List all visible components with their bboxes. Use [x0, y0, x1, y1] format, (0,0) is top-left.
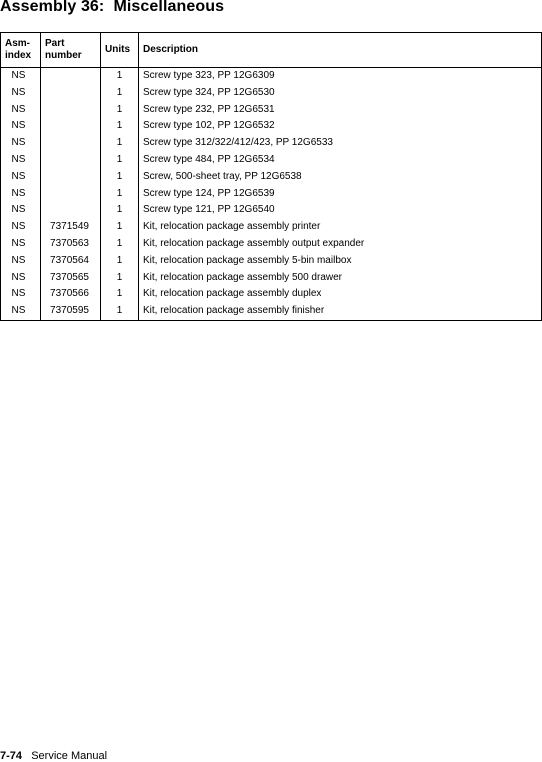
- cell-units: 1: [101, 68, 139, 85]
- cell-units: 1: [101, 118, 139, 135]
- table-row: [1, 286, 542, 303]
- cell-description: Screw type 232, PP 12G6531: [139, 102, 542, 119]
- cell-description: Screw type 323, PP 12G6309: [139, 68, 542, 85]
- cell-asm-index: NS: [1, 102, 41, 119]
- cell-units: 1: [101, 303, 139, 320]
- cell-asm-index: NS: [1, 286, 41, 303]
- cell-units: 1: [101, 186, 139, 203]
- cell-units: 1: [101, 85, 139, 102]
- cell-description: Kit, relocation package assembly output expander: [139, 236, 542, 253]
- cell-description: Screw type 484, PP 12G6534: [139, 152, 542, 169]
- table-row: [1, 152, 542, 169]
- table-row: [1, 85, 542, 102]
- header-part-number-label: Part number: [45, 38, 82, 61]
- cell-part-number: [41, 118, 101, 135]
- cell-units: 1: [101, 135, 139, 152]
- table-row: [1, 253, 542, 270]
- header-units-label: Units: [105, 44, 130, 55]
- page-title: Assembly 36: Miscellaneous: [0, 0, 225, 15]
- cell-description: Kit, relocation package assembly duplex: [139, 286, 542, 303]
- cell-units: 1: [101, 102, 139, 119]
- table-row: [1, 68, 542, 85]
- cell-asm-index: NS: [1, 253, 41, 270]
- table-row: [1, 135, 542, 152]
- cell-asm-index: NS: [1, 219, 41, 236]
- parts-table: [0, 32, 542, 321]
- cell-units: 1: [101, 286, 139, 303]
- cell-description: Kit, relocation package assembly printer: [139, 219, 542, 236]
- table-row: [1, 202, 542, 219]
- cell-part-number: 7370563: [41, 236, 101, 253]
- cell-part-number: [41, 152, 101, 169]
- header-asm-index-label: Asm- index: [5, 38, 32, 61]
- table-row: [1, 169, 542, 186]
- cell-asm-index: NS: [1, 202, 41, 219]
- cell-units: 1: [101, 253, 139, 270]
- cell-description: Screw type 312/322/412/423, PP 12G6533: [139, 135, 542, 152]
- cell-part-number: [41, 68, 101, 85]
- cell-part-number: [41, 202, 101, 219]
- cell-asm-index: NS: [1, 118, 41, 135]
- table-row: [1, 186, 542, 203]
- cell-part-number: 7371549: [41, 219, 101, 236]
- table-header-row: [1, 33, 542, 68]
- header-asm-index: [1, 33, 41, 68]
- cell-asm-index: NS: [1, 186, 41, 203]
- cell-part-number: 7370564: [41, 253, 101, 270]
- cell-description: Screw, 500-sheet tray, PP 12G6538: [139, 169, 542, 186]
- parts-table-body: [1, 68, 542, 321]
- cell-description: Kit, relocation package assembly 5-bin mailbox: [139, 253, 542, 270]
- cell-units: 1: [101, 202, 139, 219]
- cell-part-number: [41, 85, 101, 102]
- cell-units: 1: [101, 169, 139, 186]
- cell-part-number: 7370595: [41, 303, 101, 320]
- cell-asm-index: NS: [1, 85, 41, 102]
- header-description: [139, 33, 542, 68]
- cell-units: 1: [101, 236, 139, 253]
- cell-part-number: [41, 102, 101, 119]
- cell-part-number: 7370566: [41, 286, 101, 303]
- cell-asm-index: NS: [1, 236, 41, 253]
- cell-asm-index: NS: [1, 152, 41, 169]
- cell-description: Screw type 121, PP 12G6540: [139, 202, 542, 219]
- table-row: [1, 102, 542, 119]
- cell-part-number: [41, 135, 101, 152]
- cell-description: Screw type 324, PP 12G6530: [139, 85, 542, 102]
- table-row: [1, 270, 542, 287]
- cell-description: Kit, relocation package assembly 500 drawer: [139, 270, 542, 287]
- footer-manual-title: Service Manual: [31, 750, 108, 762]
- table-row: [1, 219, 542, 236]
- cell-asm-index: NS: [1, 169, 41, 186]
- header-part-number: [41, 33, 101, 68]
- cell-part-number: [41, 186, 101, 203]
- header-units: [101, 33, 139, 68]
- header-description-label: Description: [143, 44, 199, 55]
- cell-part-number: [41, 169, 101, 186]
- cell-units: 1: [101, 219, 139, 236]
- cell-description: Screw type 102, PP 12G6532: [139, 118, 542, 135]
- footer-page-number: 7-74: [0, 750, 23, 762]
- cell-asm-index: NS: [1, 135, 41, 152]
- table-row: [1, 236, 542, 253]
- cell-part-number: 7370565: [41, 270, 101, 287]
- table-row: [1, 118, 542, 135]
- page-footer: [0, 750, 107, 762]
- cell-units: 1: [101, 270, 139, 287]
- cell-asm-index: NS: [1, 303, 41, 320]
- cell-description: Kit, relocation package assembly finisher: [139, 303, 542, 320]
- cell-description: Screw type 124, PP 12G6539: [139, 186, 542, 203]
- table-row: [1, 303, 542, 320]
- cell-units: 1: [101, 152, 139, 169]
- cell-asm-index: NS: [1, 270, 41, 287]
- cell-asm-index: NS: [1, 68, 41, 85]
